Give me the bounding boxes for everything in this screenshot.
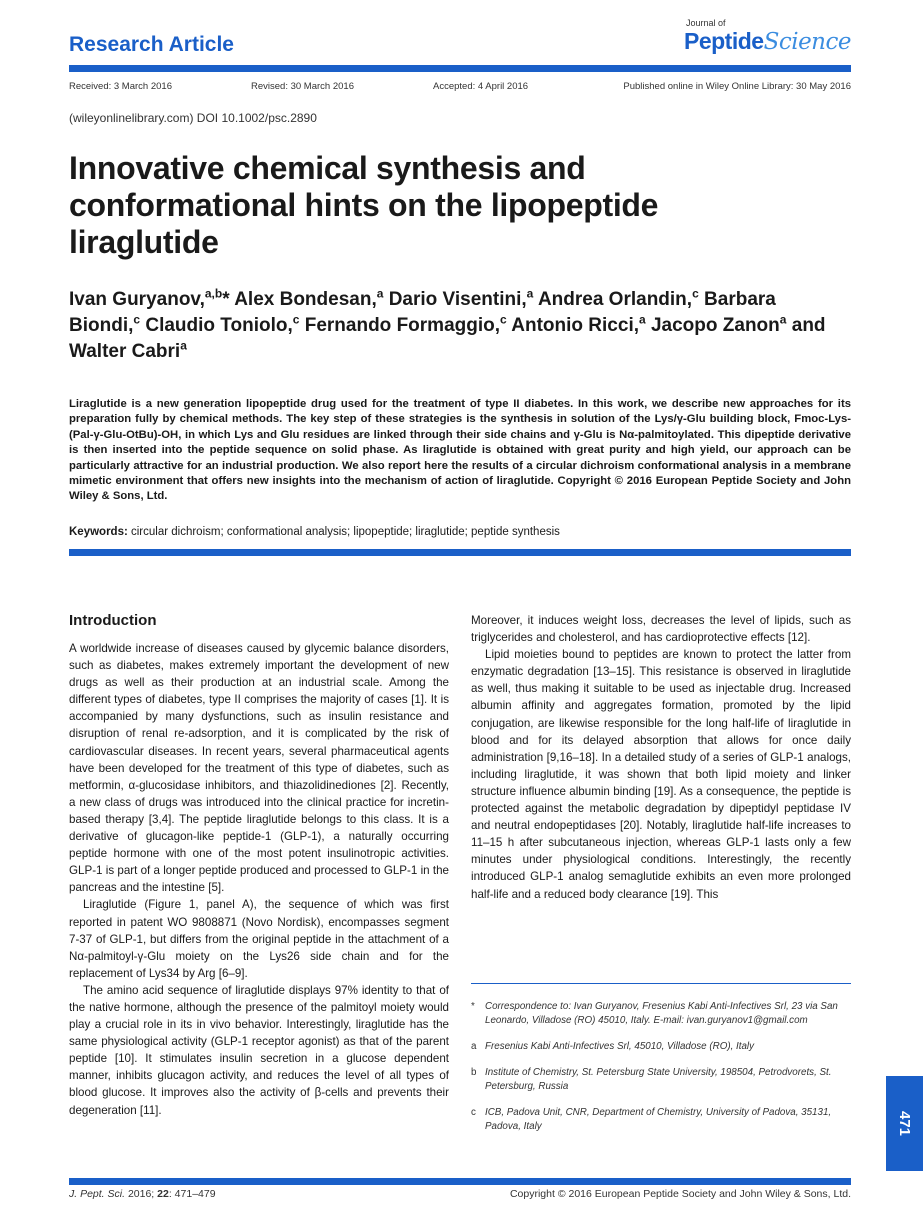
footnote-mark: b <box>471 1067 477 1078</box>
footnote-mark: a <box>471 1041 477 1052</box>
journal-name <box>684 28 851 54</box>
footnote-mark: c <box>471 1107 476 1118</box>
keywords-label: Keywords: <box>69 526 128 538</box>
author[interactable]: Jacopo Zanon$^a$ <box>650 312 787 336</box>
date-published: Published online in Wiley Online Library: 30 May 2016 <box>623 81 851 92</box>
citation: J. Pept. Sci. 2016; 22: 471–479 <box>69 1188 216 1200</box>
date-accepted: Accepted: 4 April 2016 <box>433 81 529 92</box>
page-number-tab <box>886 1076 923 1171</box>
keywords <box>69 526 851 538</box>
doi-line[interactable]: (wileyonlinelibrary.com) DOI 10.1002/psc.2890 <box>69 111 317 125</box>
footer-rule <box>69 1178 851 1185</box>
footnotes <box>471 1000 851 1146</box>
author[interactable]: Antonio Ricci,$^a$ <box>511 312 646 336</box>
author-list <box>69 287 851 365</box>
abstract-rule <box>69 549 851 556</box>
author[interactable]: Alex Bondesan,$^a$ <box>234 286 384 310</box>
footnote: a Fresenius Kabi Anti-Infectives Srl, 45010, Villadose (RO), Italy <box>471 1041 754 1052</box>
date-revised: Revised: 30 March 2016 <box>251 81 354 92</box>
article-title: Innovative chemical synthesis and conformational hints on the lipopeptide liraglutide <box>69 150 659 260</box>
journal-of-label: Journal of <box>686 18 726 28</box>
footnote: b Institute of Chemistry, St. Petersburg State University, 198504, Petrodvorets, St. Petersburg, Russia <box>471 1067 832 1092</box>
footnote-rule <box>471 983 851 984</box>
abstract: Liraglutide is a new generation lipopeptide drug used for the treatment of type II diabetes. In this work, we describe new approaches for its preparation fully by chemical methods. The key step of these strategies is the synthesis in solution of the Lys/γ-Glu building block, Fmoc-Lys-(Pal-γ-Glu-OtBu)-OH, in which Lys and Glu residues are linked through their side chains and γ-Glu is Nα-palmitoylated. This dipeptide derivative is then inserted into the peptide sequence on solid phase. As liraglutide is obtained with great purity and high yield, our approach can be particularly attractive for an industrial production. We also report here the results of a circular dichroism conformational analysis in a membrane mimetic environment that offers new insights into the mechanism of action of liraglutide. Copyright © 2016 European Peptide Society and John Wiley & Sons, Ltd. <box>69 398 851 503</box>
copyright: Copyright © 2016 European Peptide Society and John Wiley & Sons, Ltd. <box>509 1188 851 1200</box>
author[interactable]: Barbara Biondi,$^c$ <box>69 289 776 336</box>
author[interactable]: Andrea Orlandin,$^c$ <box>537 286 699 310</box>
body-paragraph: The amino acid sequence of liraglutide displays 97% identity to that of the native hormone, although the presence of the palmitoyl moiety would play a crucial role in its in vivo behavior. Interestingly, liraglutide has the same physiological activity (GLP-1 receptor agonist) as that of the parent peptide [10]. It stimulates insulin secretion in a glucose dependent manner, inhibits glucagon activity, and reduces the level of all types of blood glucose. It improves also the activity of β-cells and prevents their degeneration [11]. <box>69 983 449 1117</box>
author[interactable]: Fernando Formaggio,$^c$ <box>304 312 507 336</box>
header-rule <box>69 65 851 72</box>
journal-name-science: Science <box>763 29 851 55</box>
footnote-mark: * <box>471 1001 475 1012</box>
footnote: * Correspondence to: Ivan Guryanov, Fresenius Kabi Anti-Infectives Srl, 23 via San Leonardo, Villadose (RO) 45010, Italy. E-mail: ivan.guryanov1@gmail.com <box>471 1001 838 1026</box>
section-heading-introduction: Introduction <box>69 612 157 629</box>
journal-name-peptide: Peptide <box>684 28 764 54</box>
section-label: Research Article <box>69 33 234 56</box>
body-paragraph: Lipid moieties bound to peptides are known to protect the latter from enzymatic degradation [13–15]. This resistance is observed in liraglutide as well, thus making it suitable to be used as injectable drug. Increased albumin affinity and aggregates formation, promoted by the lipid conjugation, are likewise responsible for the long half-life of liraglutide in blood and for its delayed absorption that allows for once daily administration [9,16–18]. In a detailed study of a series of GLP-1 analogs, including liraglutide, it was shown that both lipid moiety and linker structure influence albumin binding [19]. As a consequence, the peptide is protected against the metabolic degradation by dipeptidyl peptidase IV and neutral endopeptidases [20]. Notably, liraglutide half-life increases to 11–15 h after subcutaneous injection, whereas GLP-1 lasts only a few minutes under physiological conditions. Interestingly, the recently introduced GLP-1 analog semaglutide exhibits an even more prolonged half-life and a reduced body clearance [19]. This <box>471 648 851 901</box>
author[interactable]: Dario Visentini,$^a$ <box>388 286 534 310</box>
journal-logo[interactable] <box>684 18 851 55</box>
footnote: c ICB, Padova Unit, CNR, Department of Chemistry, University of Padova, 35131, Padova, Italy <box>471 1107 832 1132</box>
author[interactable]: Ivan Guryanov,$^{a,b}$* <box>69 286 230 310</box>
body-paragraph: Liraglutide (Figure 1, panel A), the sequence of which was first reported in patent WO 9808871 (Novo Nordisk), encompasses segment 7-37 of GLP-1, but differs from the original peptide in the attachment of a Nα-palmitoyl-γ-Glu moiety on the Lys26 side chain and for the replacement of Lys34 by Arg [6–9]. <box>69 898 449 980</box>
date-received: Received: 3 March 2016 <box>69 81 172 92</box>
page-number: 471 <box>896 1110 913 1137</box>
author[interactable]: Claudio Toniolo,$^c$ <box>145 312 300 336</box>
body-column-left <box>69 612 449 1119</box>
keywords-text: circular dichroism; conformational analysis; lipopeptide; liraglutide; peptide synthesis <box>127 526 560 538</box>
author[interactable]: and Walter Cabri$^a$ <box>69 315 826 362</box>
body-paragraph: A worldwide increase of diseases caused by glycemic balance disorders, such as diabetes, makes extremely important the development of new drugs as well as their production at an industrial scale. Among the different types of diabetes, type II comprises the majority of cases [1]. It is accompanied by many dysfunctions, such as insulin resistance and disruption of renal re-adsorption, and it is complicated by the risk of cardiovascular diseases. In recent years, several pharmaceutical agents have been developed for the treatment of this type of diabetes, such as metformin, α-glucosidase inhibitors, and thiazolidinediones [2]. Recently, a new class of drugs was introduced into the clinical practice for incretin-based therapy [3,4]. The peptide liraglutide belongs to this class. It is a derivative of glucagon-like peptide-1 (GLP-1), a naturally occurring peptide hormone with one of the most potent insulinotropic activities. GLP-1 is part of a longer peptide produced and processed to GLP-1 in the pancreas and the intestine [5]. <box>69 642 449 895</box>
body-column-right <box>471 612 851 903</box>
body-paragraph: Moreover, it induces weight loss, decreases the level of lipids, such as triglycerides and cholesterol, and has cardioprotective effects [12]. <box>471 614 851 645</box>
